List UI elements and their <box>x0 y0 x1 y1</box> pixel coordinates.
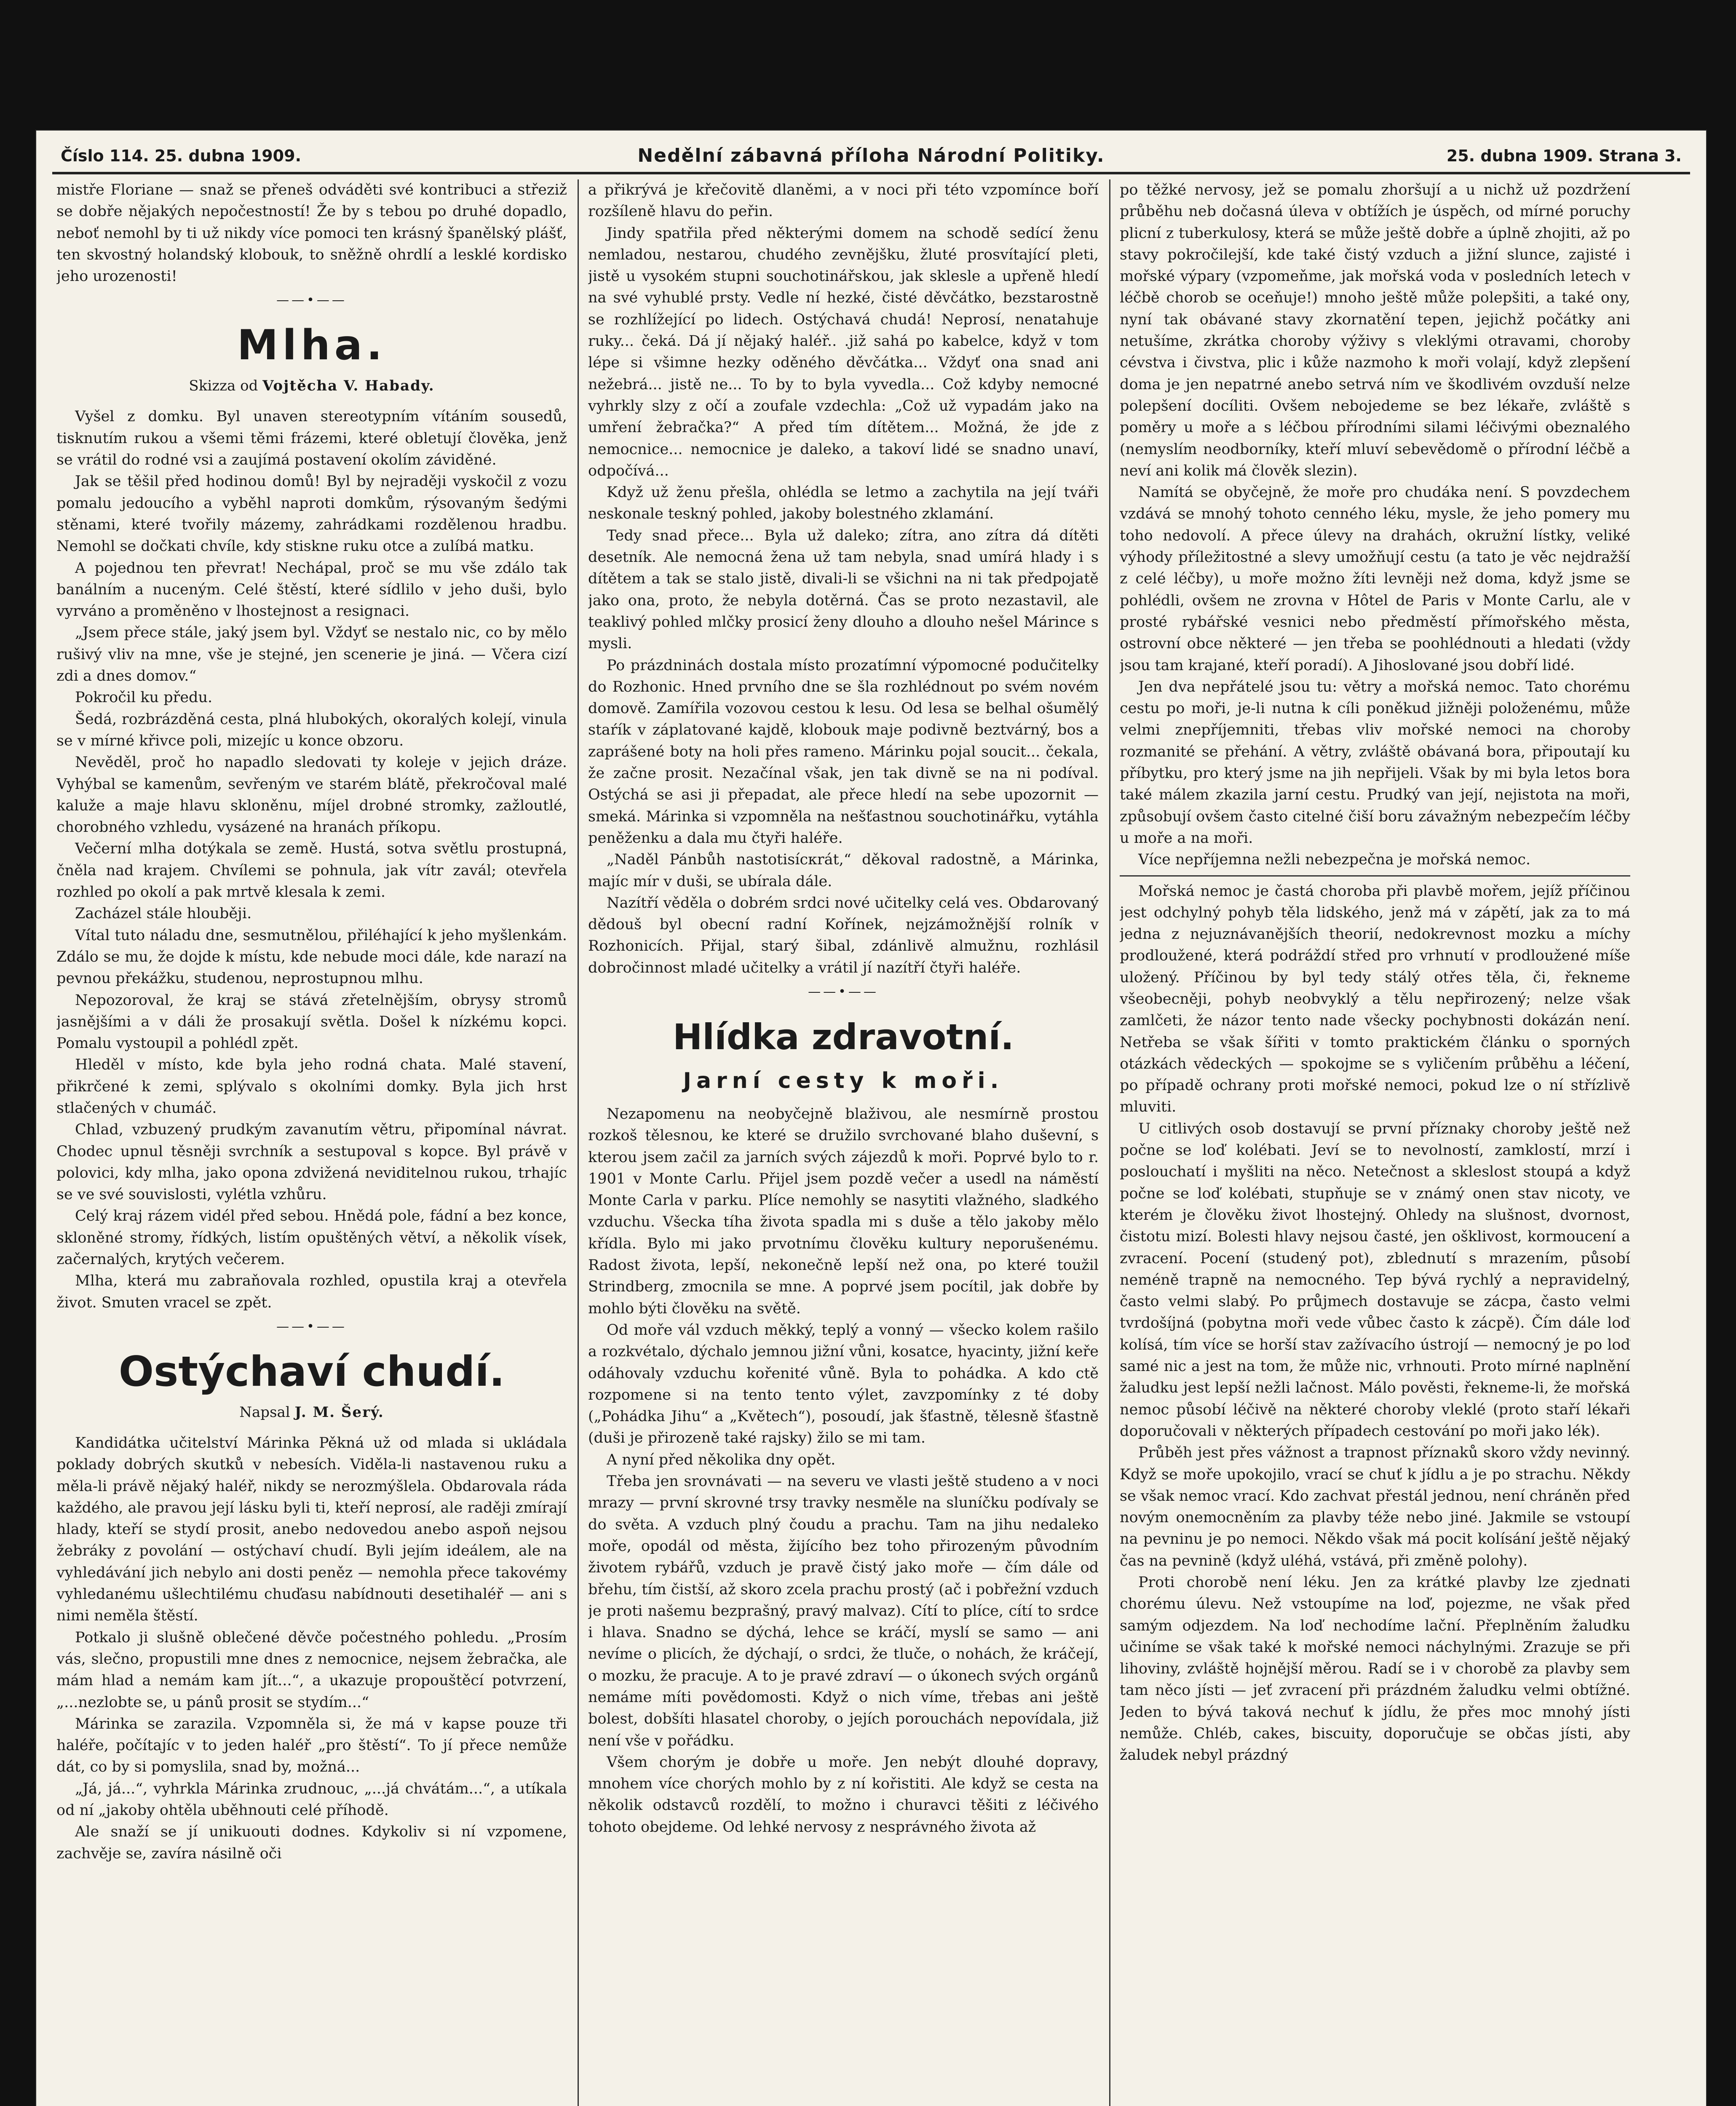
story-byline <box>56 1400 567 1425</box>
paragraph: Potkalo ji slušně oblečené děvče počestného pohledu. „Prosím vás, slečno, propustili mne dnes z nemocnice, nejsem žebračka, ale mám hlad a nemám kam jít...“, a ukazuje propouštěcí potvrzení, „...nezlobte se, u pánů prosit se stydím...“ <box>56 1629 567 1711</box>
paragraph: „Já, já...“, vyhrkla Márinka zrudnouc, „...já chvátám...“, a utíkala od ní „jakoby ohtěla uběhnouti celé příhodě. <box>56 1780 567 1819</box>
paragraph: Proti chorobě není léku. Jen za krátké plavby lze zjednati chorému úlevu. Než vstoupíme na loď, pojezme, ne však před samým odjezdem. Na loď nechodíme lační. Přeplněním žaludku učiníme se však také k mořské nemoci náchylnými. Zrazuje se při lihoviny, zvláště hojnější měrou. Radí se i v chorobě za plavby sem tam něco jísti — jeť zvracení při prázdném žaludku velmi obtížné. Jeden to bývá taková nechuť k jídlu, že přes moc mnohý jísti nemůže. Chléb, cakes, biscuity, doporučuje se občas jísti, aby žaludek nebyl prázdný <box>1120 1574 1630 1764</box>
article-title: Jarní cesty k moři. <box>683 1068 1004 1093</box>
paragraph: Jen dva nepřátelé jsou tu: větry a mořská nemoc. Tato chorému cestu po moři, je-li nutna k cíli poněkud jižněji položenému, může velmi znepříjemniti, třebas vliv mořské nemoci na choroby rozmanité se přehání. A větry, zvláště obávaná bora, připoutají ku příbytku, pro který jsme na jih nepřijeli. Však by mi byla letos bora také málem zkazila jarní cestu. Prudký van její, nejistota na moři, způsobují ovšem často citelné čiší boru závažným nebezpečím léčby u moře a na moři. <box>1120 678 1630 847</box>
paragraph: Tedy snad přece... Byla už daleko; zítra, ano zítra dá dítěti desetník. Ale nemocná žena už tam nebyla, snad umírá hlady i s dítětem a tak se stalo jistě, divali-li se všichni na ni tak předpojatě jako ona, proto, že nebyla dotěrná. Čas se proto nezastavil, ale teaklivý pohled mlčky prosicí ženy dlouho a dlouho nešel Márince s mysli. <box>588 527 1099 652</box>
paragraph: Mlha, která mu zabraňovala rozhled, opustila kraj a otevřela život. Smuten vracel se zpět. <box>56 1272 567 1311</box>
paragraph: A pojednou ten převrat! Nechápal, proč se mu vše zdálo tak banálním a nuceným. Celé štěstí, které sídlilo v jeho duši, bylo vyrváno a proměněno v lhostejnost a resignaci. <box>56 559 567 620</box>
paragraph: Celý kraj rázem vidél před sebou. Hnědá pole, fádní a bez konce, skloněné stromy, řídkých, listím opuštěných větví, a několik vísek, začernalých, krytých večerem. <box>56 1208 567 1268</box>
paragraph: Nevěděl, proč ho napadlo sledovati ty koleje v jejich dráze. Vyhýbal se kamenům, sevřeným ve starém blátě, překročoval malé kaluže a maje hlavu skloněnu, míjel drobné stromky, zažloutlé, chorobného vzhledu, vysázené na hranách příkopu. <box>56 754 567 836</box>
story-title: Ostýchaví chudí. <box>118 1347 505 1396</box>
paragraph: Od moře vál vzduch měkký, teplý a vonný — všecko kolem rašilo a rozkvétalo, dýchalo jemnou jižní vůni, kosatce, hyacinty, jižní keře odáhovaly vzduchu kořenité vůně. Byla to pohádka. A kdo ctě rozpomene si na tento tento výlet, zavzpomínky z té doby („Pohádka Jihu“ a „Květech“), posoudí, jak šťastně, tělesně šťastně (duši je přirozeně také rajsky) žilo se mi tam. <box>588 1321 1099 1447</box>
paragraph: mistře Floriane — snaž se přeneš odváděti své kontribuci a střeziž se dobře nějakých nepočestností! Že by s tebou po druhé dopadlo, neboť nemohl by ti už nikdy více pomoci ten krásný španělský plášť, ten skvostný holandský klobouk, to sněžně ohrdlí a lesklé kordisko jeho urozenosti! <box>56 182 567 285</box>
paragraph: Šedá, rozbrázděná cesta, plná hlubokých, okoralých kolejí, vinula se v mírné křivce poli, mizejíc u konce obzoru. <box>56 711 567 749</box>
paragraph: Jindy spatřila před některými domem na schodě sedící ženu nemladou, nestarou, chudého zevnějšku, žluté prosvítající pleti, jistě u vysokém stupni souchotinářskou, jak sklesle a upřeně hledí na své vyhublé prsty. Vedle ní hezké, čisté děvčátko, bezstarostně se rozhlížející po lidech. Ostýchavá chudá! Neprosí, nenataһuje ruky... čeká. Dá jí nějaký haléř.. .již sahá po kabelce, když v tom lépe si všimne hezky oděného děvčátka... Vždyť ona snad ani nežebrá... jistě ne... To by to byla vyvedla... Což kdyby nemocné vyhrkly slzy z očí a zoufale vzdechla: „Což už vypadám jako na umření žebračka?“ A před tím dítětem... Možná, že jde z nemocnice... nemocnice je daleko, a takoví lidé se snadno unaví, odpočívá... <box>588 224 1099 479</box>
paragraph: Třeba jen srovnávati — na severu ve vlasti ještě studeno a v noci mrazy — první skrovné trsy travky nesměle na sluníčku podívaly se do světa. A vzduch plný čoudu a prachu. Tam na jihu nedaleko moře, opodál od města, žijícího bez toho přirozeným původním životem rybářů, vzduch je pravě čistý jako moře — čím dále od břehu, tím čistší, až skoro zcela prachu prostý (ač i pobřežní vzduch je proti našemu bezprašný, pravý malvaz). Cítí to plíce, cítí to srdce i hlava. Snadno se dýchá, lehce se kráčí, myslí se samo — ani nevíme o plicích, že dýchají, o srdci, že tluče, o nohách, že kráčejí, o mozku, že pracuje. A to je pravé zdraví — o úkonech svých orgánů nemáme míti povědomosti. Když o nich víme, třebas ani ještě bolest, dobšíti hlasatel choroby, o jejích porouchách nepovídala, již není vše v pořádku. <box>588 1473 1099 1749</box>
column-3 <box>1120 179 1630 2106</box>
paragraph: A nyní před několika dny opět. <box>607 1451 836 1468</box>
paragraph: Všem chorým je dobře u moře. Jen nebýt dlouhé dopravy, mnohem více chorých mohlo by z ní kořistiti. Ale když se cesta na několik odstavců rozdělí, to možno i churavci těšiti z léčivého tohoto obejdeme. Od lehké nervosy z nesprávného života až <box>588 1753 1099 1836</box>
date-and-page: 25. dubna 1909. Strana 3. <box>1446 147 1682 165</box>
paragraph: Mořská nemoc je častá choroba při plavbě mořem, jejíž příčinou jest odchylný pohyb těla lidského, jenž má v zápětí, jak za to má jedna z nejuznávanějších theorií, nedokrevnost mozku a míchy prodloužené, která podráždí střed pro vrhnutí v prodloužené míše uložený. Příčinou by byl tedy stálý otřes těla, či, řekneme všeobecněji, pohyb neobvyklý a tělu nepřirozený; nelze však zamlčeti, že názor tento nade všecky pochybnosti dokázán není. Netřeba se však šířiti v tomto praktickém článku o sporných otázkách vědeckých — spokojme se s vyličením průběhu a léčení, po případě ochrany proti mořské nemoci, pokud lze o ní střízlivě mluviti. <box>1120 882 1630 1116</box>
column-divider <box>1109 179 1110 2106</box>
paragraph: Pokročil ku předu. <box>75 689 213 706</box>
column-divider <box>578 179 579 2106</box>
section-ornament: ——•—— <box>276 293 347 308</box>
paragraph: Nazítří věděla o dobrém srdci nové učitelky celá ves. Obdarovaný dědouš byl obecní radní Kořínek, nejzámožnější rolník v Rozhonicích. Přijal, starý šibal, zdánlivě almužnu, rozhlásil dobročinnost mladé učitelky a vrátil jí nazítří čtyři haléře. <box>588 894 1099 976</box>
paragraph: Nepozoroval, že kraj se stává zřetelnějším, obrysy stromů jasnějšími a v dáli že prosakují světla. Došel k nízkému kopci. Pomalu vystoupil a pohlédl zpět. <box>56 992 567 1052</box>
section-title: Hlídka zdravotní. <box>672 1016 1014 1058</box>
paragraph: Chlad, vzbuzený prudkým zavanutím větru, připomínal návrat. Chodec upnul těsněji svrchník a sestupoval s kopce. Byl právě v polovici, kdy mlha, jako opona zdvižená neviditelnou rukou, trhajíc se ve své souvislosti, vylétla vzhůru. <box>56 1121 567 1203</box>
story-title: Mlha. <box>237 321 387 370</box>
byline-author: J. M. Šerý. <box>294 1403 384 1421</box>
paragraph: Více nepříjemna nežli nebezpečna je mořská nemoc. <box>1138 851 1531 869</box>
rule <box>1120 875 1630 877</box>
section-ornament: ——•—— <box>808 984 879 999</box>
issue-number: Číslo 114. 25. dubna 1909. <box>61 147 302 165</box>
column-2 <box>588 179 1099 2106</box>
byline-author: Vojtěcha V. Habady. <box>262 377 435 395</box>
page-header <box>52 142 1690 169</box>
paragraph: Ale snaží se jí unikuouti dodnes. Kdykoliv si ní vzpomene, zachvěje se, zavíra násilně oči <box>56 1823 567 1862</box>
paragraph: Hleděl v místo, kde byla jeho rodná chata. Malé stavení, přikrčené k zemi, splývalo s okolními domky. Byla jich hrst stlačených v chumáč. <box>56 1056 567 1117</box>
paragraph: Vyšel z domku. Byl unaven stereotypním vítáním sousedů, tisknutím rukou a všemi těmi frázemi, které obletují člověka, jenž se vrátil do rodné vsi a zaujímá postavení okolím záviděné. <box>56 408 567 469</box>
paragraph: „Jsem přece stále, jaký jsem byl. Vždyť se nestalo nic, co by mělo rušivý vliv na mne, vše je stejné, jen scenerie je jiná. — Včera cizí zdi a dnes domov.“ <box>56 624 567 685</box>
newspaper-page <box>35 130 1707 2106</box>
paragraph: Zacházel stále hlouběji. <box>75 905 252 922</box>
paragraph: Průběh jest přes vážnost a trapnost příznaků skoro vždy nevinný. Když se moře upokojilo, vrací se chuť k jídlu a je po strachu. Někdy se však nemoc vrací. Kdo zachvat přestál jednou, není chráněn před novým onemocněním za plavby téže nebo jiné. Jakmile se vstoupí na pevninu je po nemoci. Někdo však má pocit kolísání ještě nějaký čas na pevnině (když uléhá, vstává, při změně polohy). <box>1120 1444 1630 1569</box>
column-1 <box>56 179 567 2106</box>
paragraph: a přikrývá je křečovitě dlaněmi, a v noci při této vzpomínce boří rozšíleně hlavu do peřin. <box>588 182 1099 220</box>
paragraph: Namítá se obyčejně, že moře pro chudáka není. S povzdechem vzdává se mnohý tohoto cenného léku, mysle, že jeho pomery mu toho nedovolí. A přece úlevy na drahách, okružní lístky, veliké výhody příležitostné a slevy umožňují cestu (a tato je věc nejdražší z celé léčby), u moře možno žíti levněji než doma, když jsme se pohlédli, ovšem ne zrovna v Hôtel de Paris v Monte Carlu, ale v prosté rybářské vesnici nebo předměstí přímořského města, ostrovní obce některé — jen třeba se poohlédnouti a hledati (vždy jsou tam krajané, kteří poradí). A Jihoslované jsou dobří lidé. <box>1120 484 1630 674</box>
paragraph: U citlivých osob dostavují se první příznaky choroby ještě než počne se loď kolébati. Jeví se to nevolností, zamklostí, mrzí i poslouchatí i myšliti na něco. Netečnost a skleslost stoupá a když počne se loď kolébati, stupňuje se v známý onen stav nicoty, ve kterém je člověku život lhostejný. Ohledy na slušnost, dvornost, čistotu mizí. Bolesti hlavy nejsou časté, jen ošklivost, kormoucení a zvracení. Pocení (studený pot), zblednutí s mrazením, působí neméně trapně na nemocného. Tep bývá rychlý a nepravidelný, často velmi slabý. Po průjmech dostavuje se zácpa, často velmi tvrdošíjná (pobytna moři vede vůbec často k zácpě). Čím dále loď kolísá, tím více se horší stav zažívacího ústrojí — nemocný je po loď samé nic a jest na tom, že může nic, vrhnouti. Proto mírné naplnění žaludku jest lepší nežli lačnost. Málo pověsti, řekneme-li, že mořská nemoc působí léčivě na některé choroby vleklé (proto staří lékaři doporučovali v některých případech cestování po moři jako lék). <box>1120 1120 1630 1440</box>
header-rule <box>52 172 1690 174</box>
story-byline <box>56 373 567 398</box>
paragraph: „Naděl Pánbůh nastotisícкrát,“ děkoval radostně, a Márinka, majíc mír v duši, se ubírala dále. <box>588 851 1099 890</box>
paragraph: Vítal tuto náladu dne, sesmutnělou, přiléhající k jeho myšlenkám. Zdálo se mu, že dojde k místu, kde nebude moci dále, kde narazí na pevnou překážku, studenou, neprostupnou mlhu. <box>56 927 567 987</box>
section-ornament: ——•—— <box>276 1319 347 1334</box>
paragraph: Márinka se zarazila. Vzpomněla si, že má v kapse pouze tři haléře, počítajíc v to jeden haléř „pro štěstí“. To jí přece nemůže dát, co by si pomyslila, snad by, možná... <box>56 1715 567 1776</box>
paragraph: Když už ženu přešla, ohlédla se letmo a zachytila na její tváři neskonale teskný pohled, jakoby bolestného zklamání. <box>588 484 1099 523</box>
byline-prefix: Skizza od <box>189 377 258 395</box>
paragraph: Večerní mlha dotýkala se země. Hustá, sotva světlu prostupná, čněla nad krajem. Chvílemi se pohnula, jak vítr zavál; otevřela rozhled po okolí a pak mrtvě klesala k zemi. <box>56 840 567 901</box>
paragraph: Nezapomenu na neobyčejně blaživou, ale nesmírně prostou rozkoš tělesnou, ke které se družilo svrchované blaho duševní, s kterou jsem začil za jarních svých zájezdů k moři. Poprvé bylo to r. 1901 v Monte Carlu. Přijel jsem pozdě večer a usedl na náměstí Monte Carla v parku. Plíce nemohly se nasytiti vlažného, sladkého vzduchu. Všecka tíha života spadla mi s duše a tělo jakoby mělo křídla. Bylo mi jako prvotnímu člověku kultury neporušenému. Radost života, lepší, nekonečně lepší než ona, po které toužil Strindberg, zmocnila se mne. A poprvé jsem pocítil, jak dobře by mohlo býti člověku na světě. <box>588 1105 1099 1317</box>
byline-prefix: Napsal <box>239 1403 290 1421</box>
paragraph: Jak se těšil před hodinou domů! Byl by nejraději vyskočil z vozu pomalu jedoucího a vyběhl naproti domkům, rýsovaným šedými stěnami, které tvořily mázemy, zahrádkami rozdělenou hradbu. Nemohl se dočkati chvíle, kdy stiskne ruku otce a zulíbá matku. <box>56 473 567 555</box>
supplement-title: Nedělní zábavná příloha Národní Politiky. <box>637 145 1105 166</box>
paragraph: Po prázdninách dostala místo prozatímní výpomocné podučitelky do Rozhonic. Hned prvního dne se šla rozhlédnout po svém novém domově. Zamířila vozovou cestou k lesu. Od lesa se belhal ošumělý staŕík v záplatované kajdě, klobouk maje podivně beztvárný, bos a zaprášené boty na holi přes rameno. Márinku pojal soucit... čekala, že začne prosit. Nezačínal však, jen tak divně se na ni podíval. Ostýchá se asi ji přepadat, ale přece hledí na sebe upozornit — smeká. Márinka si vzpomněla na nešťastnou souchotinářku, vytáhla peněženku a dala mu čtyři haléře. <box>588 657 1099 847</box>
paragraph: po těžké nervosy, jež se pomalu zhoršují a u nichž už pozdržení průběhu neb dočasná úleva v obtížích je úspěch, od mírné poruchy plicní z tuberkulosy, která se může ještě dobře a úplně zhojiti, až po stavy pokročilejší, kde také čistý vzduch a jižní slunce, zajisté i mořské výpary (vzpomeňme, jak mořská voda v posledních letech v léčbě chorob se oceňuje!) mnoho ještě může polepšiti, a také ony, nyní tak obávané stavy zkornatění tepen, jejichž počátky ani netušíme, zkrátka choroby výživy s vleklými otravami, choroby cévstva i čivstva, plic i kůže nazmoho k moři volají, když zlepšení doma je jen nepatrné anebo setrvá ním ve škodlivém ovzduší nelze polepšení docíliti. Ovšem nebojedeme se bez lékaře, zvláště s poměry u moře a s léčbou přírodními silami léčivými obeznalého (nemyslím neodborníky, kteří mluví sebevědomě o přírodní léčbě a neví ani kolik má člověk slezin). <box>1120 182 1630 479</box>
paragraph: Kandidátka učitelství Márinka Pěkná už od mlada si ukládala poklady dobrých skutků v nebesích. Viděla-li nastavenou ruku a měla-li právě nějaký haléř, nikdy se nerozmýšlela. Obdarovala ráda každého, ale pravou její lásku byli ti, kteří neprosí, ale raději zmírají hlady, kteří se stydí prosit, anebo nedovedou anebo aspoň nejsou žebráky z povolání — ostýchaví chudí. Byli jejím ideálem, ale na vyhledávání jich nebylo ani dosti peněz — nemohla přece takovémy vyhledanému ušlechtilému chuďasu nabídnouti desetihaléř — ani s nimi neměla štěstí. <box>56 1434 567 1625</box>
